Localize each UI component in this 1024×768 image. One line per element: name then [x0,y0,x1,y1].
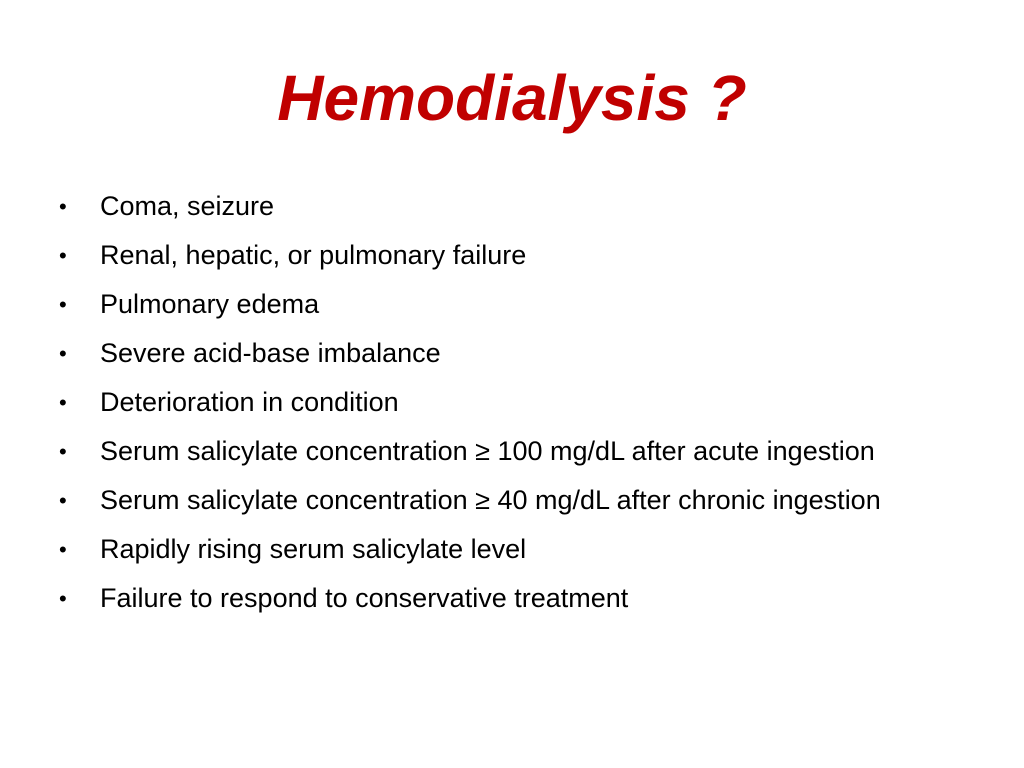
bullet-list [58,186,928,627]
bullet-icon: • [59,243,67,268]
bullet-icon: • [59,439,67,464]
bullet-icon: • [59,292,67,317]
bullet-text: Deterioration in condition [100,387,399,417]
bullet-text: Coma, seizure [100,191,275,221]
bullet-icon: • [59,194,67,219]
bullet-icon: • [59,586,67,611]
bullet-icon: • [59,488,67,513]
bullet-text: Serum salicylate concentration ≥ 100 mg/dL after acute ingestion [100,436,875,466]
bullet-icon: • [59,390,67,415]
bullet-text: Severe acid-base imbalance [100,338,441,368]
slide-title: Hemodialysis ? [277,62,747,134]
bullet-text: Failure to respond to conservative treatment [100,583,629,613]
list-item [58,186,928,227]
bullet-icon: • [59,537,67,562]
bullet-text: Serum salicylate concentration ≥ 40 mg/dL after chronic ingestion [100,485,881,515]
bullet-text: Rapidly rising serum salicylate level [100,534,527,564]
list-item [58,431,928,472]
bullet-text: Pulmonary edema [100,289,320,319]
list-item [58,333,928,374]
list-item [58,235,928,276]
list-item [58,480,928,521]
list-item [58,529,928,570]
bullet-icon: • [59,341,67,366]
list-item [58,284,928,325]
list-item [58,578,928,619]
list-item [58,382,928,423]
bullet-text: Renal, hepatic, or pulmonary failure [100,240,527,270]
